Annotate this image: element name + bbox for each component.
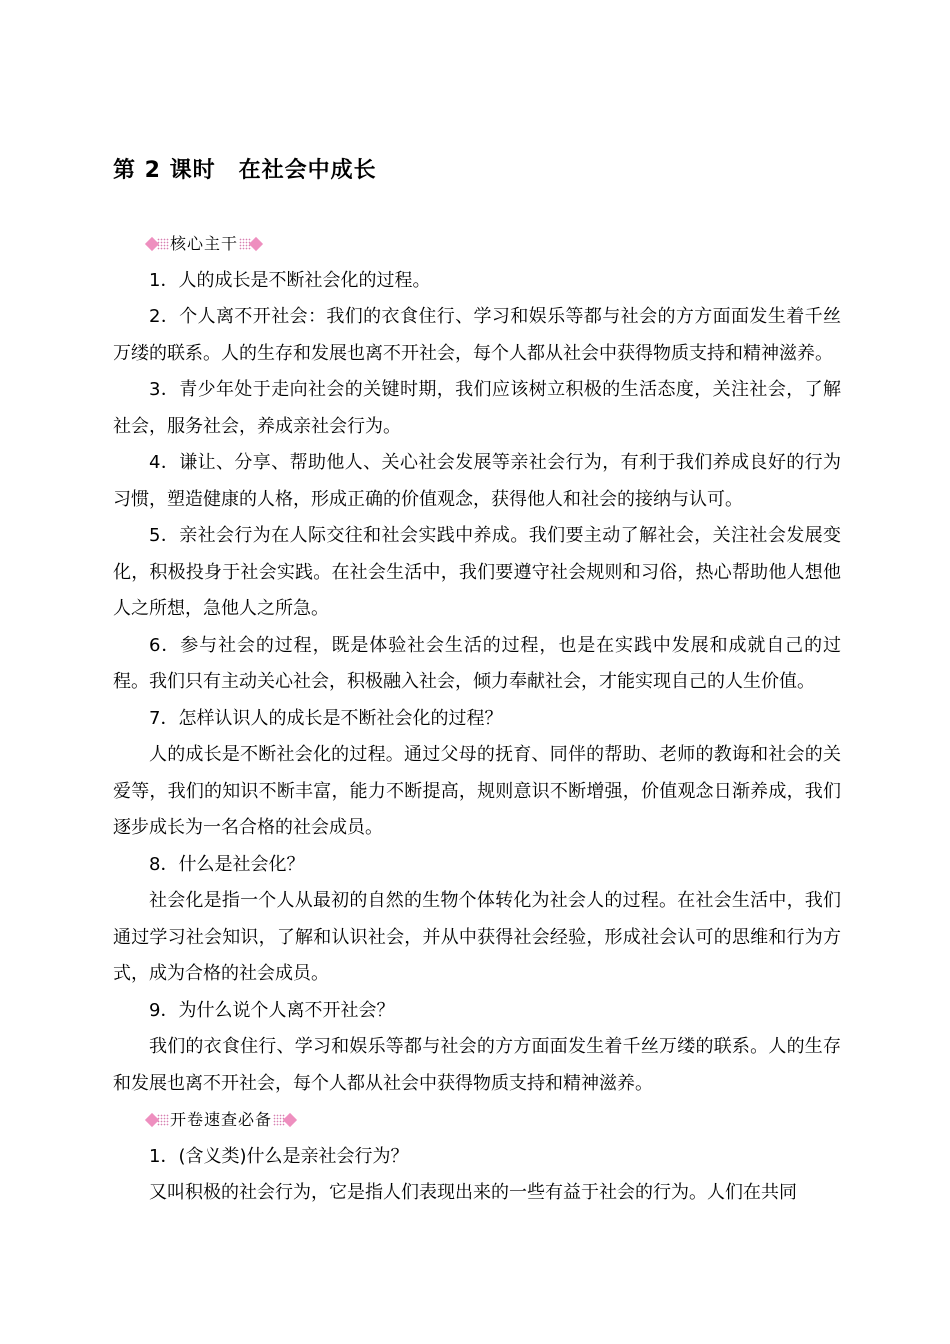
left-diamond-decoration bbox=[147, 1114, 169, 1126]
question: 9．为什么说个人离不开社会？ bbox=[149, 999, 395, 1021]
lesson-title: 第 2 课时 在社会中成长 bbox=[113, 158, 377, 183]
answer: 社会化是指一个人从最初的自然的生物个体转化为社会人的过程。在社会生活中，我们通过学习社会知识，了解和认识社会，并从中获得社会经验，形成社会认可的思维和行为方式，成为合格的社会成员。 bbox=[113, 890, 841, 984]
paragraph: 6．参与社会的过程，既是体验社会生活的过程，也是在实践中发展和成就自己的过程。我们只有主动关心社会，积极融入社会，倾力奉献社会，才能实现自己的人生价值。 bbox=[113, 634, 841, 692]
section-label: 开卷速查必备 bbox=[170, 1110, 273, 1129]
section-header-quick-reference bbox=[113, 1102, 841, 1139]
left-diamond-decoration bbox=[147, 238, 169, 250]
section-header-core bbox=[113, 226, 841, 263]
paragraph: 2．个人离不开社会：我们的衣食住行、学习和娱乐等都与社会的方方面面发生着千丝万缕的联系。人的生存和发展也离不开社会，每个人都从社会中获得物质支持和精神滋养。 bbox=[113, 306, 841, 364]
section-label: 核心主干 bbox=[170, 234, 239, 253]
answer: 又叫积极的社会行为，它是指人们表现出来的一些有益于社会的行为。人们在共同 bbox=[149, 1182, 797, 1203]
paragraph: 1．人的成长是不断社会化的过程。 bbox=[149, 269, 431, 291]
pink-diamond-icon bbox=[249, 237, 263, 251]
document-body bbox=[113, 226, 841, 1212]
paragraph: 5．亲社会行为在人际交往和社会实践中养成。我们要主动了解社会，关注社会发展变化，积极投身于社会实践。在社会生活中，我们要遵守社会规则和习俗，热心帮助他人想他人之所想，急他人之所急。 bbox=[113, 525, 841, 619]
question: 1．(含义类)什么是亲社会行为？ bbox=[149, 1145, 409, 1167]
answer: 我们的衣食住行、学习和娱乐等都与社会的方方面面发生着千丝万缕的联系。人的生存和发展也离不开社会，每个人都从社会中获得物质支持和精神滋养。 bbox=[113, 1036, 841, 1094]
answer: 人的成长是不断社会化的过程。通过父母的抚育、同伴的帮助、老师的教诲和社会的关爱等，我们的知识不断丰富，能力不断提高，规则意识不断增强，价值观念日渐养成，我们逐步成长为一名合格的社会成员。 bbox=[113, 744, 841, 838]
pink-diamond-icon bbox=[283, 1113, 297, 1127]
paragraph: 4．谦让、分享、帮助他人、关心社会发展等亲社会行为，有利于我们养成良好的行为习惯，塑造健康的人格，形成正确的价值观念，获得他人和社会的接纳与认可。 bbox=[113, 452, 841, 510]
right-diamond-decoration bbox=[273, 1114, 295, 1126]
paragraph: 3．青少年处于走向社会的关键时期，我们应该树立积极的生活态度，关注社会，了解社会，服务社会，养成亲社会行为。 bbox=[113, 379, 841, 437]
right-diamond-decoration bbox=[239, 238, 261, 250]
question: 7．怎样认识人的成长是不断社会化的过程？ bbox=[149, 707, 503, 729]
question: 8．什么是社会化？ bbox=[149, 853, 305, 875]
